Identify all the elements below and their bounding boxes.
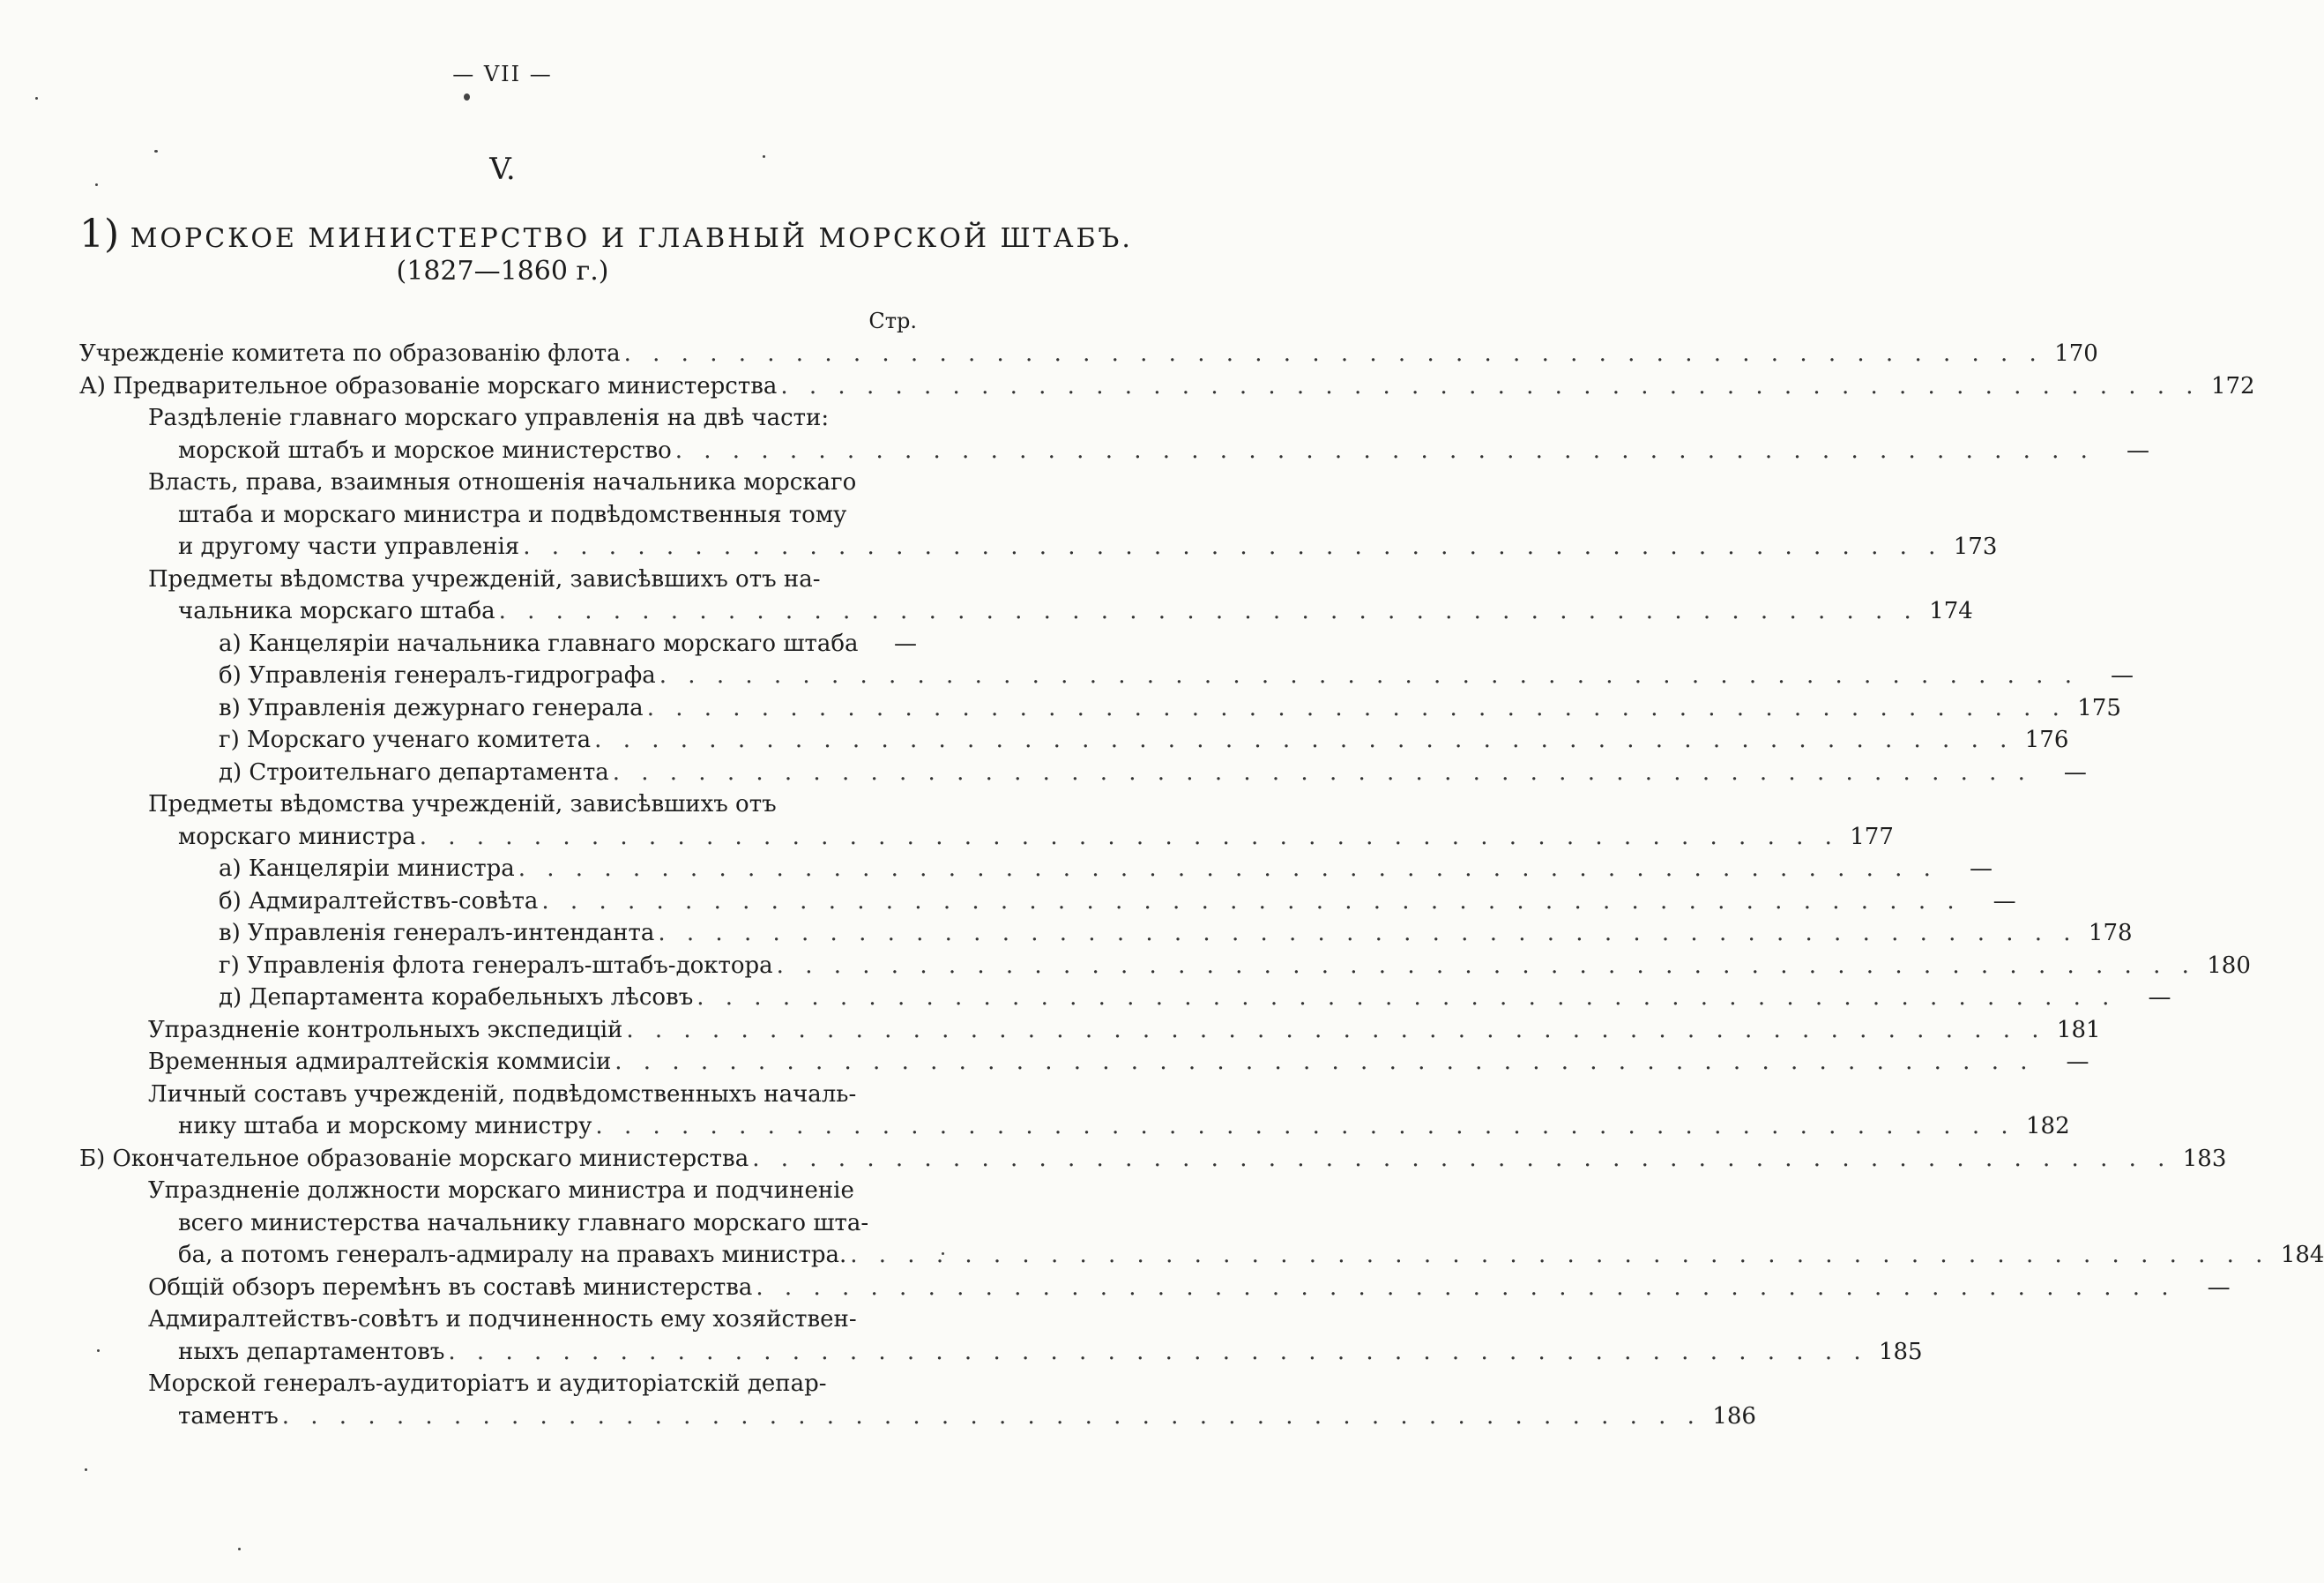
leader-dots bbox=[752, 1143, 2171, 1176]
toc-entry-text: Личный составъ учрежденій, подвѣдомственныхъ началь- bbox=[148, 1080, 857, 1108]
toc-entry-text: и другому части управленія bbox=[178, 534, 520, 560]
toc-entry-page: 184 bbox=[2280, 1242, 2324, 1268]
page-column-header: Стр. bbox=[868, 309, 917, 333]
toc-entry-text: Упраздненіе контрольныхъ экспедицій bbox=[148, 1016, 623, 1043]
toc-entry-page: — bbox=[2126, 437, 2149, 464]
toc-entry-page: — bbox=[1993, 887, 2016, 915]
leader-dots bbox=[615, 1046, 2034, 1079]
table-of-contents bbox=[79, 338, 2324, 1432]
toc-entry-text: а) Канцеляріи министра bbox=[219, 855, 515, 882]
toc-entry-text: морской штабъ и морское министерство bbox=[178, 437, 672, 464]
chapter-title-number: 1) bbox=[79, 212, 120, 257]
toc-entry-page: 170 bbox=[2054, 340, 2098, 367]
toc-entry-text: ныхъ департаментовъ bbox=[178, 1338, 445, 1365]
toc-entry-page: — bbox=[2110, 662, 2134, 689]
toc-entry bbox=[79, 1079, 917, 1111]
toc-entry bbox=[79, 1175, 917, 1207]
toc-entry-text: в) Управленія генералъ-интенданта bbox=[219, 920, 655, 946]
toc-entry-page: 180 bbox=[2207, 952, 2251, 979]
toc-entry bbox=[79, 788, 917, 821]
toc-entry-text: А) Предварительное образованіе морскаго министерства bbox=[79, 372, 778, 399]
print-speck bbox=[95, 183, 98, 186]
toc-entry bbox=[79, 821, 1894, 854]
toc-entry-page: — bbox=[2063, 758, 2087, 786]
section-numeral: V. bbox=[489, 152, 516, 187]
leader-dots bbox=[594, 724, 2014, 757]
print-speck bbox=[942, 1252, 944, 1255]
toc-entry-page: 183 bbox=[2182, 1145, 2227, 1172]
leader-dots bbox=[626, 1014, 2045, 1047]
toc-entry-text: всего министерства начальнику главнаго морскаго шта- bbox=[178, 1209, 869, 1236]
toc-entry bbox=[79, 950, 2251, 982]
toc-entry-text: таментъ bbox=[178, 1402, 279, 1430]
leader-dots bbox=[518, 853, 1938, 885]
leader-dots bbox=[448, 1336, 1867, 1369]
toc-entry-text: ба, а потомъ генералъ-адмиралу на правахъ министра. bbox=[178, 1242, 847, 1268]
chapter-title-text: МОРСКОЕ МИНИСТЕРСТВО И ГЛАВНЫЙ МОРСКОЙ ШТАБЪ. bbox=[130, 223, 1133, 254]
toc-entry bbox=[79, 595, 1973, 628]
toc-entry bbox=[79, 757, 2087, 789]
toc-entry-text: Учрежденіе комитета по образованію флота bbox=[79, 340, 621, 367]
toc-entry bbox=[79, 885, 2016, 918]
print-speck bbox=[238, 1548, 241, 1550]
leader-dots bbox=[756, 1272, 2175, 1304]
toc-entry bbox=[79, 435, 2149, 467]
leader-dots bbox=[850, 1239, 2269, 1272]
toc-entry-page: 186 bbox=[1712, 1402, 1756, 1430]
toc-entry-text: г) Морскаго ученаго комитета bbox=[219, 727, 592, 753]
toc-entry bbox=[79, 1110, 2070, 1143]
toc-entry bbox=[79, 1239, 2324, 1272]
print-speck bbox=[35, 97, 38, 100]
leader-dots bbox=[282, 1400, 1702, 1433]
leader-dots bbox=[624, 338, 2044, 370]
toc-entry bbox=[79, 628, 917, 661]
toc-entry-text: Б) Окончательное образованіе морскаго министерства bbox=[79, 1145, 749, 1172]
leader-dots bbox=[595, 1110, 2015, 1143]
print-speck bbox=[154, 150, 158, 153]
toc-entry-text: Морской генералъ-аудиторіатъ и аудиторіатскій депар- bbox=[148, 1370, 827, 1397]
toc-entry bbox=[79, 982, 2171, 1014]
toc-entry-text: морскаго министра bbox=[178, 823, 416, 850]
toc-entry-text: б) Адмиралтействъ-совѣта bbox=[219, 887, 539, 915]
toc-entry-page: 175 bbox=[2077, 694, 2121, 721]
toc-entry-page: 176 bbox=[2024, 727, 2069, 753]
toc-entry bbox=[79, 724, 2069, 757]
toc-entry-page: — bbox=[2207, 1273, 2231, 1301]
toc-entry bbox=[79, 853, 1993, 885]
toc-entry bbox=[79, 499, 917, 532]
toc-entry bbox=[79, 1336, 1923, 1369]
toc-entry-page: 172 bbox=[2210, 372, 2255, 399]
toc-entry-page: 182 bbox=[2025, 1113, 2070, 1139]
toc-entry-page: 177 bbox=[1850, 823, 1894, 850]
toc-entry bbox=[79, 917, 2133, 950]
toc-entry bbox=[79, 1303, 917, 1336]
toc-entry-page: 173 bbox=[1953, 534, 1998, 560]
toc-entry bbox=[79, 531, 1998, 564]
toc-entry bbox=[79, 1272, 2231, 1304]
toc-entry-page: 178 bbox=[2088, 920, 2133, 946]
toc-entry-text: б) Управленія генералъ-гидрографа bbox=[219, 662, 656, 689]
leader-dots bbox=[659, 660, 2079, 692]
toc-entry-text: Адмиралтействъ-совѣтъ и подчиненность ему хозяйствен- bbox=[148, 1306, 857, 1333]
leader-dots bbox=[420, 821, 1839, 854]
print-speck bbox=[464, 93, 470, 101]
toc-entry bbox=[79, 660, 2134, 692]
toc-entry-text: д) Департамента корабельныхъ лѣсовъ bbox=[219, 984, 694, 1011]
leader-dots bbox=[696, 982, 2116, 1014]
toc-entry-text: чальника морскаго штаба bbox=[178, 598, 495, 624]
toc-entry-text: д) Строительнаго департамента bbox=[219, 758, 609, 786]
print-speck bbox=[85, 1468, 87, 1471]
toc-entry-page: — bbox=[2066, 1049, 2089, 1075]
toc-entry-page: 181 bbox=[2056, 1016, 2101, 1043]
toc-entry bbox=[79, 1400, 1756, 1433]
toc-entry-text: Раздѣленіе главнаго морскаго управленія на двѣ части: bbox=[148, 405, 830, 431]
toc-entry bbox=[79, 338, 2098, 370]
toc-entry bbox=[79, 1368, 917, 1400]
toc-entry bbox=[79, 1046, 2089, 1079]
toc-entry bbox=[79, 370, 2255, 403]
leader-dots bbox=[777, 950, 2196, 982]
leader-dots bbox=[658, 917, 2077, 950]
toc-entry-text: Власть, права, взаимныя отношенія начальника морскаго bbox=[148, 469, 857, 496]
chapter-years: (1827—1860 г.) bbox=[396, 256, 609, 287]
leader-dots bbox=[541, 885, 1961, 918]
toc-entry-page: — bbox=[1969, 855, 1993, 882]
print-speck bbox=[763, 155, 765, 158]
toc-entry-text: Упраздненіе должности морскаго министра и подчиненіе bbox=[148, 1177, 854, 1204]
toc-entry-page: — bbox=[894, 630, 917, 657]
toc-entry-text: штаба и морскаго министра и подвѣдомственныя тому bbox=[178, 501, 847, 528]
toc-entry-text: Предметы вѣдомства учрежденій, зависѣвшихъ отъ на- bbox=[148, 565, 821, 593]
toc-entry bbox=[79, 402, 917, 435]
toc-entry-text: Общій обзоръ перемѣнъ въ составѣ министерства bbox=[148, 1273, 753, 1301]
toc-entry-text: а) Канцеляріи начальника главнаго морскаго штаба bbox=[219, 630, 859, 657]
toc-entry-text: в) Управленія дежурнаго генерала bbox=[219, 694, 644, 721]
toc-entry-text: Временныя адмиралтейскія коммисіи bbox=[148, 1049, 612, 1075]
toc-entry-text: Предметы вѣдомства учрежденій, зависѣвшихъ отъ bbox=[148, 791, 777, 818]
print-speck bbox=[97, 1349, 100, 1352]
page-number: — VII — bbox=[452, 62, 553, 86]
toc-entry bbox=[79, 467, 917, 499]
leader-dots bbox=[499, 595, 1918, 628]
leader-dots bbox=[647, 692, 2067, 725]
toc-entry bbox=[79, 1014, 2101, 1047]
toc-entry-page: 174 bbox=[1929, 598, 1973, 624]
toc-entry bbox=[79, 1143, 2227, 1176]
toc-entry-page: — bbox=[2148, 984, 2171, 1011]
leader-dots bbox=[613, 757, 2032, 789]
leader-dots bbox=[675, 435, 2095, 467]
toc-entry-page: 185 bbox=[1878, 1338, 1923, 1365]
toc-entry-text: нику штаба и морскому министру bbox=[178, 1113, 592, 1139]
toc-entry bbox=[79, 692, 2121, 725]
toc-entry-text: г) Управленія флота генералъ-штабъ-доктора bbox=[219, 952, 773, 979]
chapter-title bbox=[79, 212, 1133, 257]
leader-dots bbox=[780, 370, 2200, 403]
toc-entry bbox=[79, 1207, 917, 1240]
toc-entry bbox=[79, 564, 917, 596]
leader-dots bbox=[523, 531, 1942, 564]
